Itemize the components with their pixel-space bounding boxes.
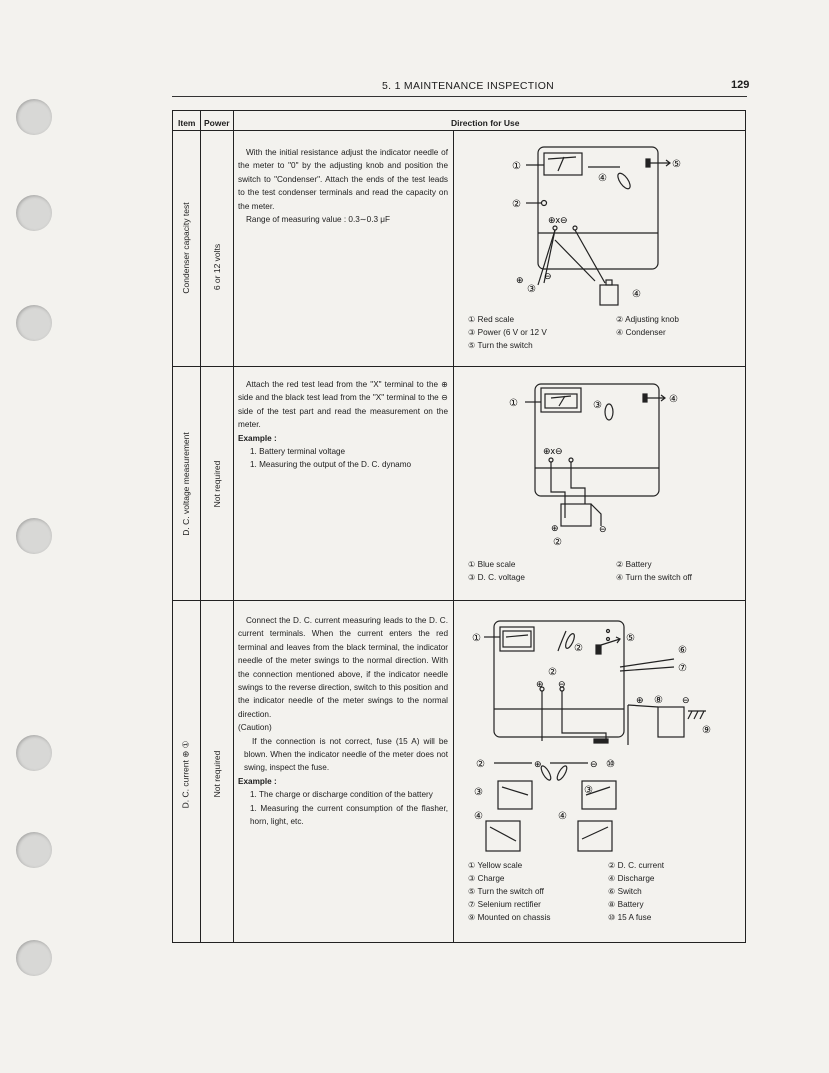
item-label: D. C. current ⊕ ① [180, 740, 191, 809]
power-label: Not required [212, 460, 222, 508]
callout-8: ⑧ [654, 695, 663, 706]
legend-item: ④ Turn the switch off [616, 573, 692, 582]
legend-item: ⑨ Mounted on chassis [468, 913, 551, 922]
legend-item: ① Yellow scale [468, 861, 523, 870]
legend-item: ⑤ Turn the switch [468, 341, 533, 350]
legend-item: ⑥ Switch [608, 887, 642, 896]
power-label: 6 or 12 volts [212, 243, 222, 291]
binder-hole [16, 518, 52, 554]
caution-label: (Caution) [238, 723, 272, 733]
dc-voltage-legend [468, 558, 692, 584]
plus-sign: ⊕ [536, 679, 544, 689]
callout-1: ① [512, 161, 521, 172]
dc-current-diagram [470, 615, 720, 860]
plus-sign: ⊕ [551, 523, 559, 533]
callout-1: ① [472, 633, 481, 644]
power-label: Not required [212, 750, 222, 798]
instruction-paragraph: Attach the red test lead from the "X" terminal to the ⊕ side and the black test lead from the "X" terminal to the ⊖ side of the test part and read the measurement on the meter. [238, 380, 448, 430]
plus-sign: ⊕ [534, 759, 542, 769]
header-rule [172, 96, 747, 97]
minus-sign: ⊖ [544, 271, 552, 281]
caution-text: If the connection is not correct, fuse (15 A) will be blown. When the indicator needle of the meter does not swing, inspect the fuse. [244, 736, 448, 773]
example-label: Example : [238, 776, 277, 786]
legend-item: ① Red scale [468, 315, 515, 324]
header-divider [172, 130, 746, 131]
legend-item: ⑤ Turn the switch off [468, 887, 544, 896]
legend-item: ③ Power (6 V or 12 V [468, 328, 547, 337]
callout-9: ⑨ [702, 725, 711, 736]
section-title: 5. 1 MAINTENANCE INSPECTION [382, 80, 555, 92]
example-item: 1. Measuring the current consumption of the flasher, horn, light, etc. [250, 803, 448, 827]
callout-3: ③ [474, 787, 483, 798]
column-divider [200, 110, 201, 943]
item-label: Condenser capacity test [181, 202, 191, 294]
example-label: Example : [238, 433, 277, 443]
row-current-text [238, 614, 448, 829]
callout-4: ④ [598, 173, 607, 184]
minus-sign: ⊖ [590, 759, 598, 769]
callout-5: ⑤ [672, 159, 681, 170]
legend-item: ③ Charge [468, 874, 505, 883]
minus-sign: ⊖ [599, 524, 607, 534]
dc-current-legend [468, 859, 664, 924]
row-condenser-text [238, 146, 448, 226]
callout-3: ③ [584, 785, 593, 796]
plus-sign: ⊕ [516, 275, 524, 285]
instruction-paragraph: Connect the D. C. current measuring leads to the D. C. current terminals. When the current enters the red terminal and leaves from the black terminal, the indicator needle of the meter swings to the normal direction. With the connection mentioned above, if the indicator needle swings to the reverse direction, switch to this position and the indicator needle of the meter swings to the normal direction. [238, 616, 448, 719]
legend-item: ② Adjusting knob [616, 315, 679, 324]
callout-1: ① [509, 398, 518, 409]
legend-item: ⑩ 15 A fuse [608, 913, 652, 922]
legend-item: ② Battery [616, 560, 652, 569]
callout-4: ④ [558, 811, 567, 822]
instruction-paragraph: With the initial resistance adjust the indicator needle of the meter to "0" by the adjusting knob and position the switch to "Condenser". Attach the ends of the test leads to the test condenser terminals and read the capacity on the meter. [238, 148, 448, 211]
binder-hole [16, 832, 52, 868]
plus-sign: ⊕ [636, 695, 644, 705]
legend-item: ③ D. C. voltage [468, 573, 525, 582]
binder-hole [16, 735, 52, 771]
item-label: D. C. voltage measurement [181, 432, 191, 536]
header-direction: Direction for Use [451, 118, 520, 128]
binder-hole [16, 99, 52, 135]
minus-sign: ⊖ [558, 679, 566, 689]
legend-item: ⑦ Selenium rectifier [468, 900, 541, 909]
legend-item: ④ Discharge [608, 874, 655, 883]
condenser-legend [468, 313, 679, 352]
callout-3: ③ [527, 284, 536, 295]
header-item: Item [178, 118, 196, 128]
callout-2: ② [512, 199, 521, 210]
dc-voltage-diagram [505, 380, 705, 550]
callout-3: ③ [593, 400, 602, 411]
legend-item: ⑧ Battery [608, 900, 644, 909]
binder-hole [16, 305, 52, 341]
callout-5: ⑤ [626, 633, 635, 644]
callout-2: ② [548, 667, 557, 678]
callout-7: ⑦ [678, 663, 687, 674]
row-divider [172, 600, 746, 601]
binder-hole [16, 940, 52, 976]
column-divider [233, 110, 234, 943]
terminal-label: ⊕x⊖ [543, 446, 563, 456]
header-power: Power [204, 118, 230, 128]
page-number: 129 [731, 79, 750, 91]
callout-4: ④ [669, 394, 678, 405]
range-note: Range of measuring value : 0.3∼0.3 μF [246, 215, 391, 225]
row-divider [172, 366, 746, 367]
callout-4: ④ [474, 811, 483, 822]
legend-item: ④ Condenser [616, 328, 666, 337]
callout-2: ② [574, 643, 583, 654]
example-item: 1. Battery terminal voltage [250, 447, 346, 457]
callout-4: ④ [632, 289, 641, 300]
legend-item: ② D. C. current [608, 861, 665, 870]
terminal-label: ⊕x⊖ [548, 215, 568, 225]
example-item: 1. Measuring the output of the D. C. dynamo [250, 460, 412, 470]
callout-6: ⑥ [678, 645, 687, 656]
minus-sign: ⊖ [682, 695, 690, 705]
condenser-test-diagram [500, 145, 700, 315]
callout-2: ② [553, 537, 562, 548]
column-divider [453, 131, 454, 943]
callout-10: ⑩ [606, 759, 615, 770]
binder-hole [16, 195, 52, 231]
legend-item: ① Blue scale [468, 560, 516, 569]
example-item: 1. The charge or discharge condition of the battery [250, 790, 433, 800]
row-voltage-text [238, 378, 448, 472]
callout-2: ② [476, 759, 485, 770]
